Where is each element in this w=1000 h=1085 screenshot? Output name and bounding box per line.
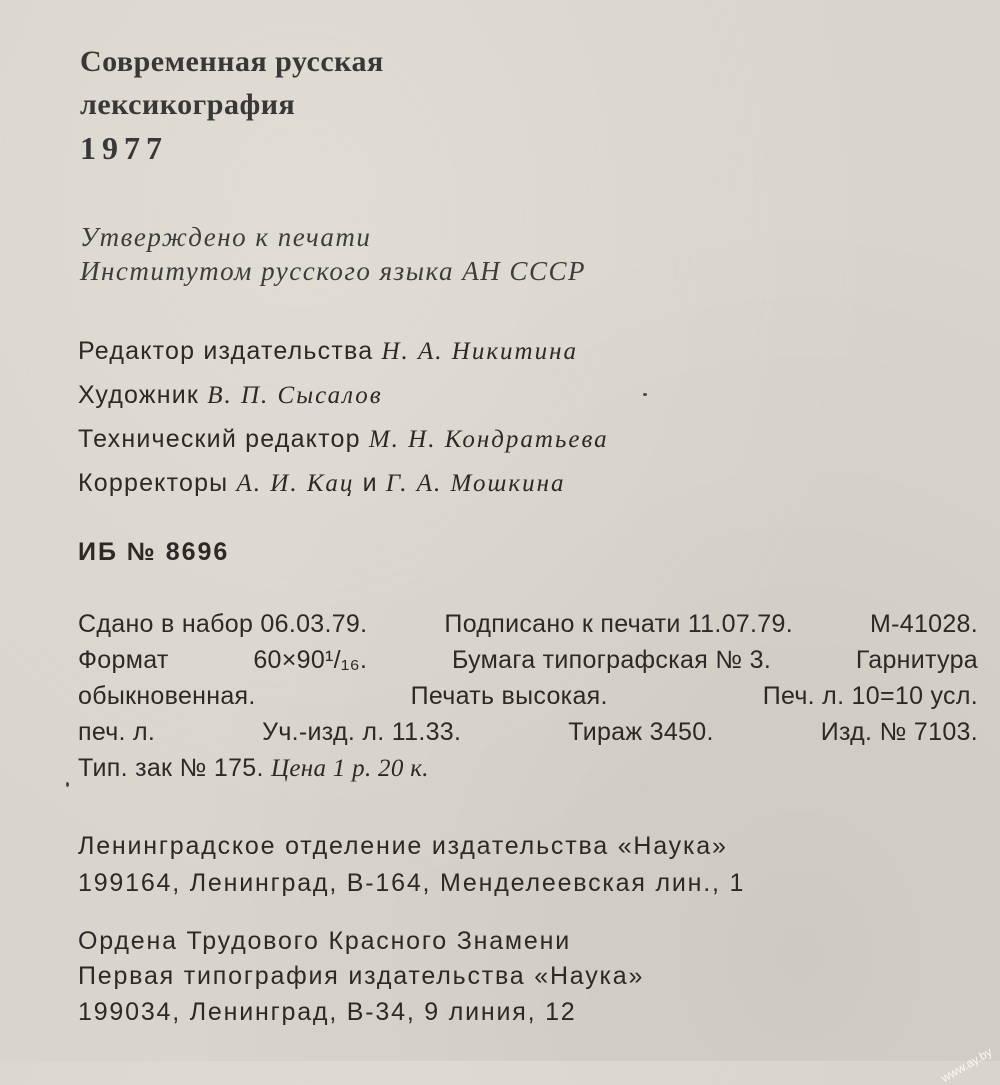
price: Цена 1 р. 20 к.	[271, 755, 429, 782]
staff-artist	[78, 381, 383, 410]
approval-line-1: Утверждено к печати	[80, 222, 372, 252]
staff-name-2: Г. А. Мошкина	[385, 470, 566, 497]
imprint-line-2	[78, 646, 978, 675]
staff-role: Корректоры	[78, 469, 229, 497]
order-number: Тип. зак № 175.	[78, 754, 264, 782]
staff-editor	[78, 337, 578, 366]
staff-name: А. И. Кац	[236, 470, 355, 497]
staff-role: Редактор издательства	[78, 337, 374, 365]
imprint-segment: Тираж 3450.	[568, 718, 714, 746]
printer-line-1: Ордена Трудового Красного Знамени	[78, 927, 571, 955]
imprint-line-1	[78, 610, 978, 639]
approval-line-2: Институтом русского языка АН СССР	[80, 256, 586, 286]
imprint-segment: Изд. № 7103.	[820, 718, 978, 746]
paper-speck	[643, 393, 647, 396]
imprint-line-4	[78, 718, 978, 747]
imprint-segment: печ. л.	[78, 718, 156, 746]
imprint-segment: Бумага типографская № 3.	[451, 646, 772, 674]
staff-tech-editor	[78, 425, 609, 454]
imprint-segment: Уч.-изд. л. 11.33.	[262, 718, 462, 746]
publisher-address: 199164, Ленинград, В-164, Менделеевская лин., 1	[78, 869, 746, 897]
imprint-segment: Подписано к печати 11.07.79.	[444, 610, 793, 638]
staff-conjunction: и	[362, 469, 378, 497]
imprint-line-3	[78, 682, 978, 711]
printer-line-2: Первая типография издательства «Наука»	[78, 962, 645, 990]
staff-correctors	[78, 469, 565, 498]
paper-speck	[66, 782, 69, 787]
book-year: 1977	[80, 130, 168, 166]
imprint-segment: М-41028.	[869, 610, 978, 638]
imprint-segment: Формат	[78, 646, 169, 674]
imprint-segment: Печ. л. 10=10 усл.	[762, 682, 978, 710]
staff-name: В. П. Сысалов	[207, 382, 383, 409]
staff-name: Н. А. Никитина	[381, 338, 578, 365]
imprint-segment: Печать высокая.	[410, 682, 608, 710]
imprint-segment: Сдано в набор 06.03.79.	[78, 610, 368, 638]
staff-role: Художник	[78, 381, 200, 409]
ib-number: ИБ № 8696	[78, 538, 230, 566]
imprint-segment: Гарнитура	[855, 646, 978, 674]
staff-name: М. Н. Кондратьева	[368, 426, 609, 453]
imprint-line-5	[78, 754, 429, 783]
printer-address: 199034, Ленинград, В-34, 9 линия, 12	[78, 998, 577, 1026]
watermark: www.ay.by	[938, 1044, 994, 1085]
staff-role: Технический редактор	[78, 425, 361, 453]
publisher-name: Ленинградское отделение издательства «Наука»	[78, 832, 728, 860]
book-title-line-1: Современная русская	[80, 45, 384, 78]
book-title-line-2: лексикография	[80, 88, 296, 121]
imprint-segment: обыкновенная.	[78, 682, 256, 710]
imprint-segment: 60×90¹/₁₆.	[253, 646, 368, 674]
